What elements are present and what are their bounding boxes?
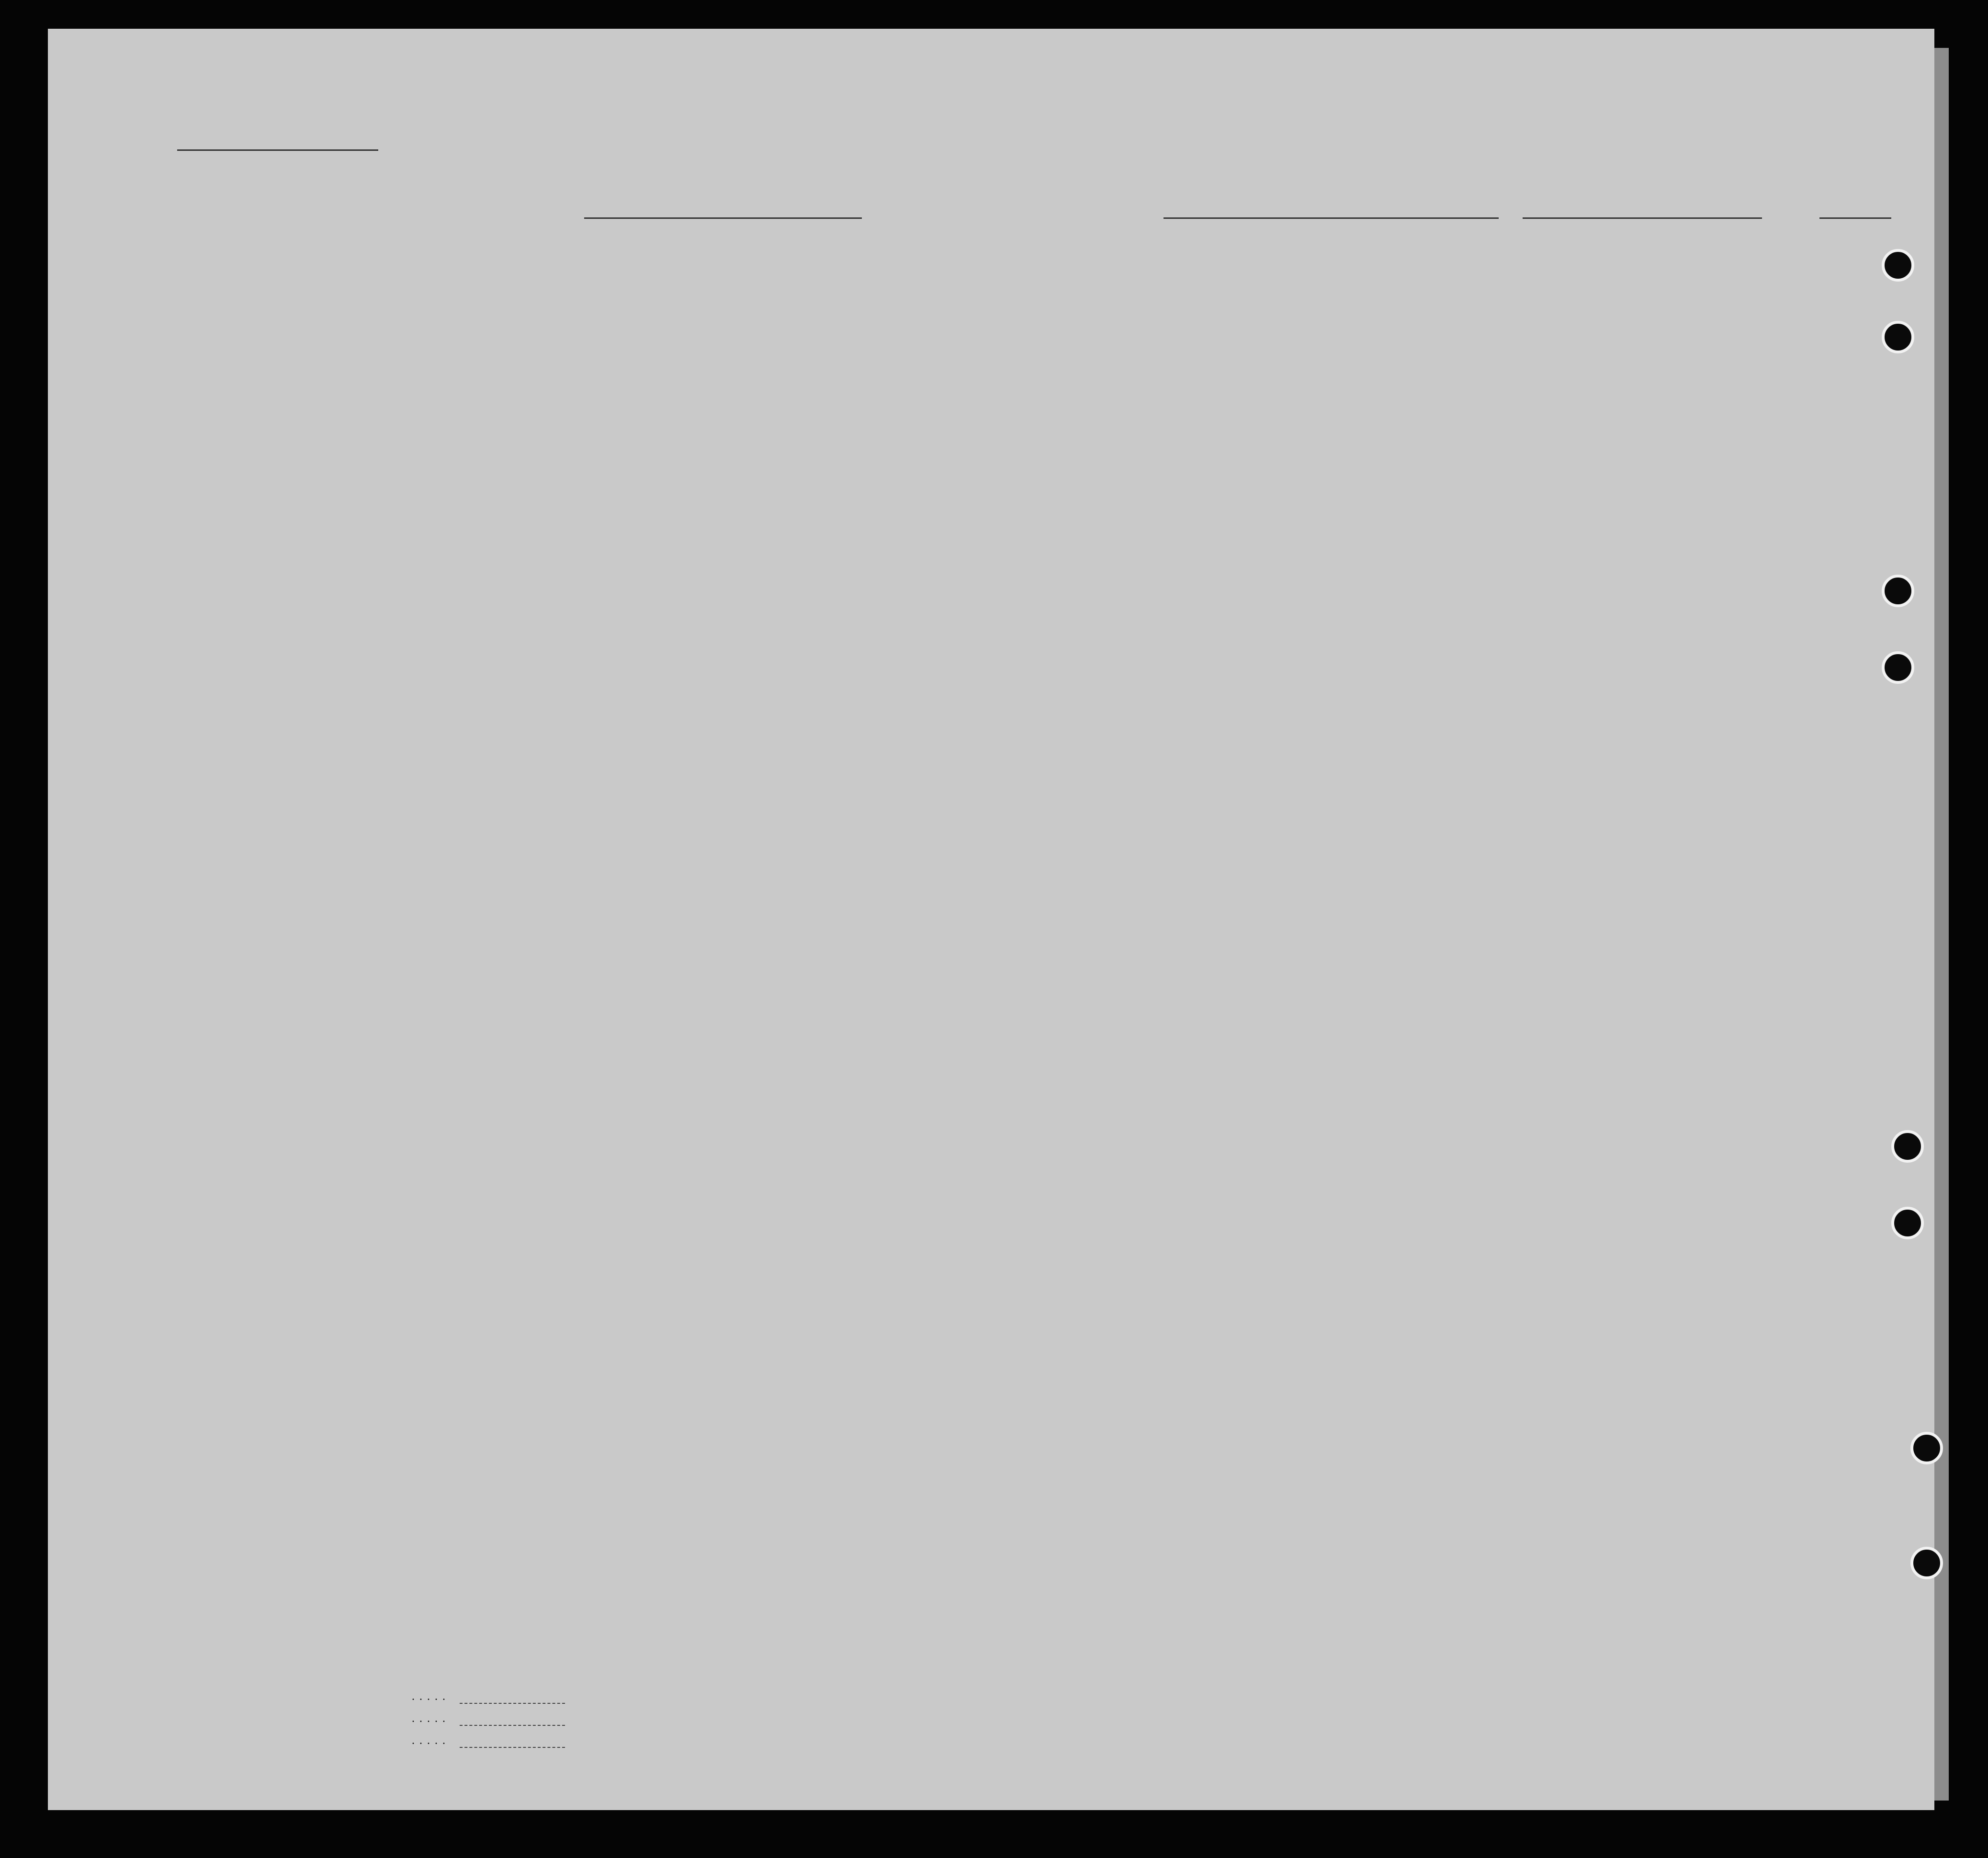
footer-line-aliens [460,1747,565,1748]
footer-dots-1: ..... [412,1690,450,1703]
binder-hole [1891,1130,1924,1163]
manifest-sheet [48,29,1934,1810]
binder-hole [1882,249,1914,282]
binder-hole [1882,575,1914,607]
binder-hole [1910,1432,1943,1464]
footer-line-total [460,1703,565,1704]
binder-hole [1891,1207,1924,1239]
binder-hole [1910,1547,1943,1579]
footer-line-citizens [460,1725,565,1726]
footer-dots-2: ..... [412,1712,450,1725]
binder-hole [1882,651,1914,684]
manifest-grid [48,29,1934,1810]
footer-dots-3: ..... [412,1734,450,1747]
binder-hole [1882,321,1914,353]
